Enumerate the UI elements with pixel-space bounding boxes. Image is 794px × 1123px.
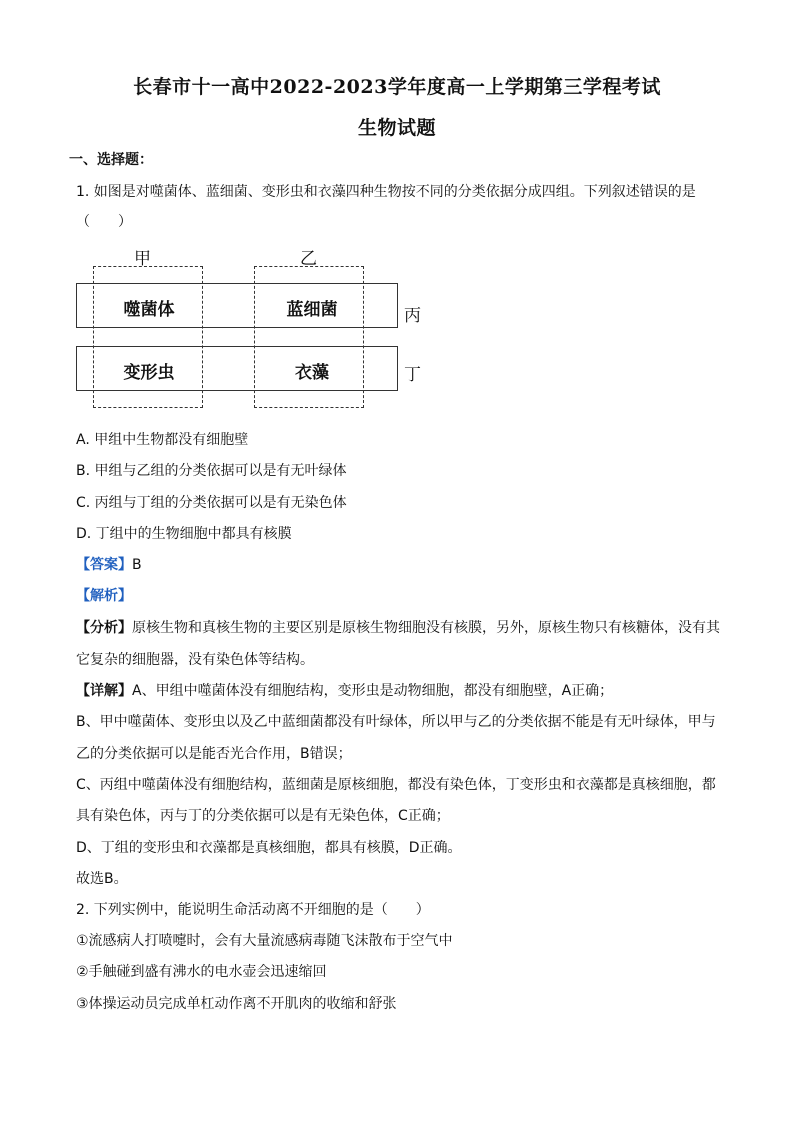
label-yi: 乙 <box>300 249 317 269</box>
exam-title: 长春市十一高中2022-2023学年度高一上学期第三学程考试 <box>133 76 661 98</box>
group-box-yi <box>254 266 364 408</box>
answer-value: B <box>132 557 142 573</box>
section-heading: 一、选择题： <box>69 152 153 168</box>
label-jia: 甲 <box>134 249 151 269</box>
xiangjie-line-b1: B、甲中噬菌体、变形虫以及乙中蓝细菌都没有叶绿体，所以甲与乙的分类依据不能是有无叶绿体，甲与 <box>76 714 716 730</box>
q1-option-b: B. 甲组与乙组的分类依据可以是有无叶绿体 <box>76 463 347 479</box>
exam-subtitle: 生物试题 <box>357 117 436 139</box>
cell-cyanobacteria: 蓝细菌 <box>286 300 338 320</box>
q1-option-d: D. 丁组中的生物细胞中都具有核膜 <box>76 526 292 542</box>
cell-amoeba: 变形虫 <box>123 363 175 383</box>
answer-tag: 【答案】 <box>76 557 132 573</box>
cell-phage: 噬菌体 <box>123 300 175 320</box>
q2-item-1: ①流感病人打喷嚏时，会有大量流感病毒随飞沫散布于空气中 <box>76 933 453 949</box>
label-bing: 丙 <box>404 306 421 326</box>
conclusion-line: 故选B。 <box>76 871 128 887</box>
analysis-line <box>76 588 132 604</box>
row-box-bing <box>76 283 398 328</box>
analysis-tag: 【解析】 <box>76 588 132 604</box>
fenxi-text1: 原核生物和真核生物的主要区别是原核生物细胞没有核膜，另外，原核生物只有核糖体，没有其 <box>132 620 720 636</box>
xiangjie-line-b2: 乙的分类依据可以是能否光合作用，B错误； <box>76 746 352 762</box>
label-ding: 丁 <box>404 365 421 385</box>
q2-item-3: ③体操运动员完成单杠动作离不开肌肉的收缩和舒张 <box>76 996 397 1012</box>
fenxi-line2: 它复杂的细胞器，没有染色体等结构。 <box>76 652 314 668</box>
row-box-ding <box>76 346 398 391</box>
xiangjie-line-c2: 具有染色体，丙与丁的分类依据可以是有无染色体，C正确； <box>76 808 450 824</box>
q1-stem-line1: 1. 如图是对噬菌体、蓝细菌、变形虫和衣藻四种生物按不同的分类依据分成四组。下列叙述错误的是 <box>76 184 696 200</box>
xiangjie-tag: 【详解】 <box>76 683 132 699</box>
q2-stem: 2. 下列实例中，能说明生命活动离不开细胞的是（ ） <box>76 902 430 918</box>
xiangjie-line-a <box>76 683 613 699</box>
q1-option-a: A. 甲组中生物都没有细胞壁 <box>76 432 249 448</box>
cell-chlamydomonas: 衣藻 <box>295 363 329 383</box>
fenxi-line1 <box>76 620 720 636</box>
q1-stem-line2: （ ） <box>76 214 132 230</box>
xiangjie-line-d: D、丁组的变形虫和衣藻都是真核细胞，都具有核膜，D正确。 <box>76 840 462 856</box>
xiangjie-text-a: A、甲组中噬菌体没有细胞结构，变形虫是动物细胞，都没有细胞壁，A正确； <box>132 683 614 699</box>
answer-line <box>76 557 142 573</box>
group-box-jia <box>93 266 203 408</box>
xiangjie-line-c1: C、丙组中噬菌体没有细胞结构，蓝细菌是原核细胞，都没有染色体，丁变形虫和衣藻都是真核细胞，都 <box>76 777 716 793</box>
q1-option-c: C. 丙组与丁组的分类依据可以是有无染色体 <box>76 495 347 511</box>
fenxi-tag: 【分析】 <box>76 620 132 636</box>
q2-item-2: ②手触碰到盛有沸水的电水壶会迅速缩回 <box>76 964 327 980</box>
